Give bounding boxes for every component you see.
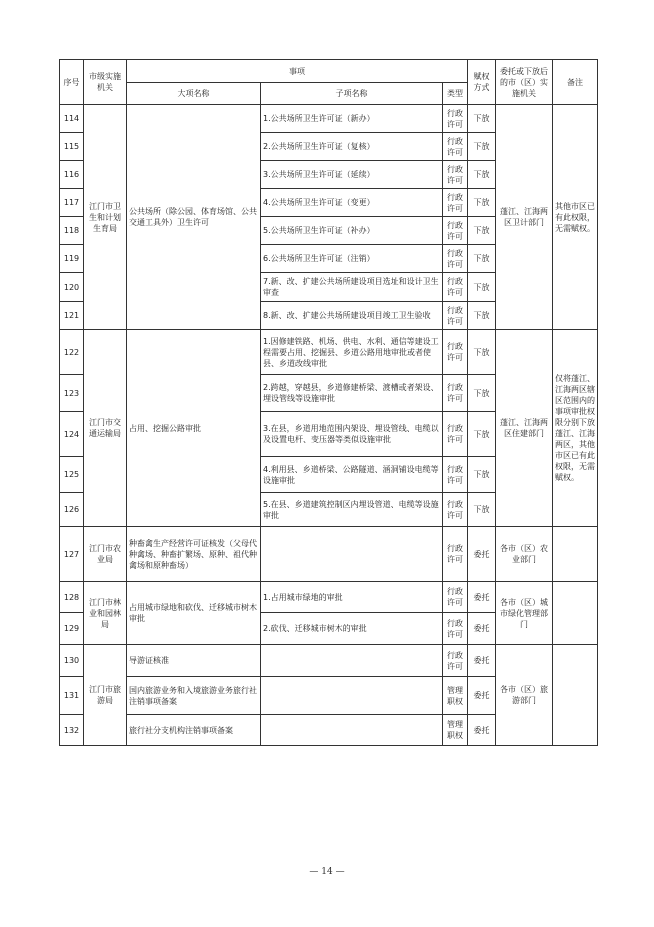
row-number: 123 (60, 375, 84, 412)
major-item-cell: 种畜禽生产经营许可证核发（父母代种禽场、种畜扩繁场、原种、祖代种禽场和原种畜场） (127, 527, 261, 582)
major-item-cell: 占用、挖掘公路审批 (127, 330, 261, 527)
sub-item-cell (261, 715, 443, 746)
header-remark: 备注 (553, 60, 598, 105)
major-item-cell: 公共场所（除公园、体育场馆、公共交通工具外）卫生许可 (127, 105, 261, 330)
row-number: 119 (60, 245, 84, 273)
row-number: 127 (60, 527, 84, 582)
method-cell: 下放 (468, 273, 496, 302)
row-number: 122 (60, 330, 84, 375)
type-cell: 行政许可 (443, 105, 468, 133)
table-row (60, 527, 598, 582)
sub-item-cell: 2.砍伐、迁移城市树木的审批 (261, 613, 443, 645)
method-cell: 下放 (468, 217, 496, 245)
type-cell: 行政许可 (443, 161, 468, 189)
row-number: 118 (60, 217, 84, 245)
type-cell: 管理职权 (443, 677, 468, 715)
page-number: — 14 — (309, 867, 345, 877)
sub-item-cell: 5.在县、乡道建筑控制区内埋设管道、电缆等设施审批 (261, 493, 443, 527)
type-cell: 行政许可 (443, 613, 468, 645)
remark-cell (553, 527, 598, 582)
agency-cell: 江门市卫生和计划生育局 (84, 105, 127, 330)
header-delegate: 委托或下放后的市（区）实施机关 (496, 60, 553, 105)
type-cell: 行政许可 (443, 527, 468, 582)
type-cell: 行政许可 (443, 412, 468, 457)
sub-item-cell: 3.公共场所卫生许可证（延续） (261, 161, 443, 189)
sub-item-cell (261, 645, 443, 677)
delegate-cell: 各市（区）旅游部门 (496, 645, 553, 746)
row-number: 124 (60, 412, 84, 457)
type-cell: 管理职权 (443, 715, 468, 746)
row-number: 120 (60, 273, 84, 302)
major-item-cell: 旅行社分支机构注销事项备案 (127, 715, 261, 746)
row-number: 121 (60, 302, 84, 330)
header-matter: 事项 (127, 60, 468, 83)
type-cell: 行政许可 (443, 245, 468, 273)
agency-cell: 江门市农业局 (84, 527, 127, 582)
method-cell: 委托 (468, 715, 496, 746)
sub-item-cell: 2.跨越，穿越县，乡道修建桥梁、渡槽或者架设、埋设管线等设施审批 (261, 375, 443, 412)
method-cell: 下放 (468, 161, 496, 189)
method-cell: 下放 (468, 245, 496, 273)
row-number: 130 (60, 645, 84, 677)
sub-item-cell: 1.公共场所卫生许可证（新办） (261, 105, 443, 133)
sub-item-cell: 8.新、改、扩建公共场所建设项目竣工卫生验收 (261, 302, 443, 330)
sub-item-cell: 7.新、改、扩建公共场所建设项目选址和设计卫生审查 (261, 273, 443, 302)
row-number: 126 (60, 493, 84, 527)
agency-cell: 江门市交通运输局 (84, 330, 127, 527)
sub-item-cell: 2.公共场所卫生许可证（复核） (261, 133, 443, 161)
delegate-cell: 蓬江、江海两区卫计部门 (496, 105, 553, 330)
row-number: 115 (60, 133, 84, 161)
type-cell: 行政许可 (443, 189, 468, 217)
agency-cell: 江门市林业和园林局 (84, 582, 127, 645)
row-number: 128 (60, 582, 84, 613)
method-cell: 下放 (468, 302, 496, 330)
header-type: 类型 (443, 83, 468, 105)
delegate-cell: 蓬江、江海两区住建部门 (496, 330, 553, 527)
method-cell: 下放 (468, 189, 496, 217)
header-agency: 市级实施机关 (84, 60, 127, 105)
method-cell: 下放 (468, 493, 496, 527)
table-row (60, 330, 598, 375)
major-item-cell: 国内旅游业务和入境旅游业务旅行社注销事项备案 (127, 677, 261, 715)
type-cell: 行政许可 (443, 582, 468, 613)
sub-item-cell (261, 527, 443, 582)
row-number: 116 (60, 161, 84, 189)
method-cell: 下放 (468, 133, 496, 161)
method-cell: 委托 (468, 582, 496, 613)
type-cell: 行政许可 (443, 217, 468, 245)
sub-item-cell: 4.利用县、乡道桥梁、公路隧道、涵洞铺设电缆等设施审批 (261, 457, 443, 493)
sub-item-cell: 4.公共场所卫生许可证（变更） (261, 189, 443, 217)
type-cell: 行政许可 (443, 375, 468, 412)
method-cell: 下放 (468, 105, 496, 133)
type-cell: 行政许可 (443, 273, 468, 302)
remark-cell: 其他市区已有此权限，无需赋权。 (553, 105, 598, 330)
remark-cell (553, 582, 598, 645)
table-row (60, 645, 598, 677)
major-item-cell: 占用城市绿地和砍伐、迁移城市树木审批 (127, 582, 261, 645)
sub-item-cell: 1.因修建铁路、机场、供电、水利、通信等建设工程需要占用、挖掘县、乡道公路用地审批或者使县、乡道改线审批 (261, 330, 443, 375)
method-cell: 委托 (468, 677, 496, 715)
method-cell: 委托 (468, 645, 496, 677)
sub-item-cell: 1.占用城市绿地的审批 (261, 582, 443, 613)
type-cell: 行政许可 (443, 330, 468, 375)
type-cell: 行政许可 (443, 457, 468, 493)
row-number: 132 (60, 715, 84, 746)
sub-item-cell: 5.公共场所卫生许可证（补办） (261, 217, 443, 245)
type-cell: 行政许可 (443, 493, 468, 527)
row-number: 117 (60, 189, 84, 217)
agency-cell: 江门市旅游局 (84, 645, 127, 746)
row-number: 129 (60, 613, 84, 645)
sub-item-cell: 3.在县，乡道用地范围内架设、埋设管线、电缆以及设置电杆、变压器等类似设施审批 (261, 412, 443, 457)
remark-cell (553, 645, 598, 746)
method-cell: 下放 (468, 375, 496, 412)
row-number: 125 (60, 457, 84, 493)
header-seq: 序号 (60, 60, 84, 105)
type-cell: 行政许可 (443, 133, 468, 161)
method-cell: 委托 (468, 527, 496, 582)
matters-table (59, 59, 598, 746)
major-item-cell: 导游证核准 (127, 645, 261, 677)
type-cell: 行政许可 (443, 645, 468, 677)
method-cell: 下放 (468, 412, 496, 457)
type-cell: 行政许可 (443, 302, 468, 330)
remark-cell: 仅将蓬江、江海两区辖区范围内的事项审批权限分别下放蓬江、江海两区，其他市区已有此权限，无需赋权。 (553, 330, 598, 527)
table-row (60, 582, 598, 613)
method-cell: 下放 (468, 457, 496, 493)
header-major: 大项名称 (127, 83, 261, 105)
delegate-cell: 各市（区）农业部门 (496, 527, 553, 582)
header-sub: 子项名称 (261, 83, 443, 105)
sub-item-cell: 6.公共场所卫生许可证（注销） (261, 245, 443, 273)
sub-item-cell (261, 677, 443, 715)
table-row (60, 105, 598, 133)
delegate-cell: 各市（区）城市绿化管理部门 (496, 582, 553, 645)
row-number: 114 (60, 105, 84, 133)
method-cell: 下放 (468, 330, 496, 375)
row-number: 131 (60, 677, 84, 715)
method-cell: 委托 (468, 613, 496, 645)
header-method: 赋权方式 (468, 60, 496, 105)
